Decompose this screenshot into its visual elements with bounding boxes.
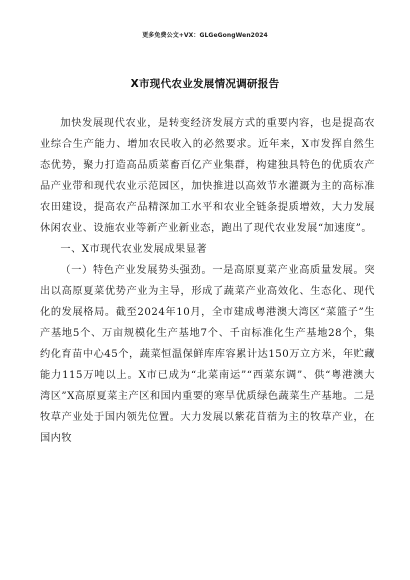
intro-paragraph: 加快发展现代农业，是转变经济发展方式的重要内容，也是提高农业综合生产能力、增加农民收入的必然要求。近年来，X市发挥自然生态优势，聚力打造高品质菜畜百亿产业集群，构建独具特色的优质农产品产业带和现代农业示范园区，加快推进以高效节水灌溉为主的高标准农田建设，提高农产品精深加工水平和农业全链条提质增效，大力发展休闲农业、设施农业等新产业新业态，跑出了现代农业发展“加速度”。 bbox=[40, 118, 375, 234]
section-heading-1: 一、X市现代农业发展成果显著 bbox=[60, 244, 208, 255]
document-body bbox=[40, 113, 375, 449]
subsection-text: 一是高原夏菜产业高质量发展。突出以高原夏菜优势产业为主导，形成了蔬菜产业高效化、生态化、现代化的发展格局。截至2024年10月，全市建成粤港澳大湾区“菜篮子”生产基地5个、万亩规模化生产基地7个、千亩标准化生产基地28个，集约化育苗中心45个，蔬菜恒温保鲜库库容累计达150万立方米，年贮藏能力115万吨以上。X市已成为“北菜南运”“西菜东调”、供“粤港澳大湾区”X高原夏菜主产区和国内重要的寒旱优质绿色蔬菜生产基地。二是牧草产业处于国内领先位置。大力发展以紫花苜蓿为主的牧草产业，在国内牧 bbox=[40, 265, 376, 444]
header-note: 更多免费公文+VX：GLGeGongWen2024 bbox=[142, 32, 268, 39]
document-title: X市现代农业发展情况调研报告 bbox=[130, 78, 280, 90]
subsection-paragraph bbox=[40, 260, 375, 449]
subsection-lead: （一）特色产业发展势头强劲。 bbox=[60, 265, 213, 276]
